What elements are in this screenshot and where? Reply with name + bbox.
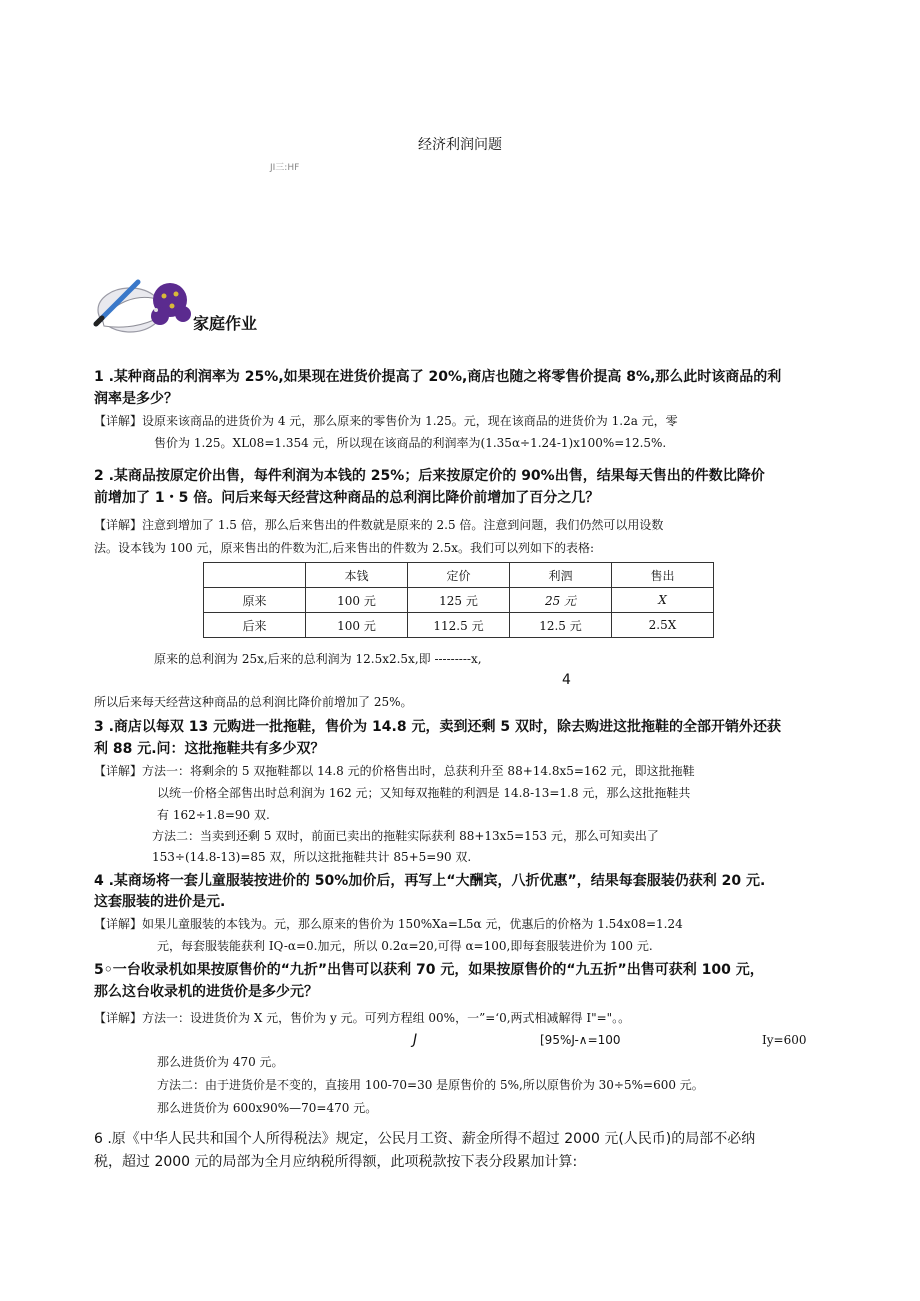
q2-answer-line4: 所以后来每天经营这种商品的总利润比降价前增加了 25%。 [94, 695, 413, 709]
q5-equation-solution: Iy=600 [762, 1033, 807, 1047]
q4-line2: 这套服装的进价是元. [94, 894, 226, 910]
q6-line1: 6 .原《中华人民共和国个人所得税法》规定，公民月工资、薪金所得不超过 2000 元(人民币)的局部不必纳 [94, 1131, 756, 1147]
table-cell: 25 元 [510, 588, 612, 613]
q5-equation-brace: J [413, 1032, 418, 1048]
table-header-cell: 利泗 [510, 563, 612, 588]
q2-line2: 前增加了 1・5 倍。问后来每天经营这种商品的总利润比降价前增加了百分之几？ [94, 490, 600, 506]
table-cell: 125 元 [408, 588, 510, 613]
q4-answer-line1: 【详解】如果儿童服装的本钱为。元，那么原来的售价为 150%Xa=L5α 元，优惠后的价格为 1.54x08=1.24 [94, 917, 683, 931]
q1-line1: 1 .某种商品的利润率为 25%,如果现在进货价提高了 20%,商店也随之将零售价提高 8%,那么此时该商品的利 [94, 369, 782, 385]
q4-line1: 4 .某商场将一套儿童服装按进价的 50%加价后，再写上“大酬宾，八折优惠”，结果每套服装仍获利 20 元. [94, 873, 766, 889]
q5-line2: 那么这台收录机的进货价是多少元？ [94, 984, 318, 1000]
q4-answer-line2: 元，每套服装能获利 IQ-α=0.加元，所以 0.2α=20,可得 α=100,即每套服装进价为 100 元. [157, 939, 653, 953]
q3-answer-line5: 153÷(14.8-13)=85 双，所以这批拖鞋共计 85+5=90 双. [152, 850, 472, 864]
subtitle: JI三:HF [270, 163, 300, 173]
table-header-cell: 定价 [408, 563, 510, 588]
table-header-cell: 本钱 [306, 563, 408, 588]
table-row [204, 613, 714, 638]
q1-answer-line1: 【详解】设原来该商品的进货价为 4 元，那么原来的零售价为 1.25。元，现在该商品的进货价为 1.2a 元，零 [94, 414, 678, 428]
q5-answer-line2: 那么进货价为 470 元。 [157, 1055, 284, 1069]
table-cell: 112.5 元 [408, 613, 510, 638]
table-header-row [204, 563, 714, 588]
q2-answer-line3: 原来的总利润为 25x,后来的总利润为 12.5x2.5x,即 ---------x, [154, 652, 482, 666]
table-cell: 原来 [204, 588, 306, 613]
q3-answer-line1: 【详解】方法一：将剩余的 5 双拖鞋都以 14.8 元的价格售出时，总获利升至 88+14.8x5=162 元，即这批拖鞋 [94, 764, 695, 778]
table-header-cell: 售出 [612, 563, 714, 588]
q2-line1: 2 .某商品按原定价出售，每件利润为本钱的 25%；后来按原定价的 90%出售，结果每天售出的件数比降价 [94, 468, 765, 484]
q5-answer-line1: 【详解】方法一：设进货价为 X 元，售价为 y 元。可列方程组 00%，一”=‘0,两式相减解得 I"="。。 [94, 1011, 631, 1025]
q3-answer-line3: 有 162÷1.8=90 双. [157, 808, 270, 822]
q1-answer-line2: 售价为 1.25。XL08=1.354 元，所以现在该商品的利润率为(1.35α÷1.24-1)x100%=12.5%. [154, 436, 667, 450]
q2-table [203, 562, 714, 638]
table-header-cell [204, 563, 306, 588]
q5-line1: 5◦一台收录机如果按原售价的“九折”出售可以获利 70 元，如果按原售价的“九五折”出售可获利 100 元， [94, 962, 764, 978]
table-row [204, 588, 714, 613]
q2-fraction-denominator: 4 [562, 672, 571, 688]
q1-line2: 润率是多少？ [94, 391, 178, 407]
table-cell: 12.5 元 [510, 613, 612, 638]
q3-line2: 利 88 元.问：这批拖鞋共有多少双？ [94, 741, 325, 757]
q5-answer-line4: 那么进货价为 600x90%—70=470 元。 [157, 1101, 378, 1115]
section-label: 家庭作业 [193, 314, 258, 333]
table-cell: 100 元 [306, 588, 408, 613]
table-cell: 2.5X [612, 613, 714, 638]
q2-answer-line2: 法。设本钱为 100 元，原来售出的件数为汇,后来售出的件数为 2.5x。我们可以列如下的表格: [94, 541, 595, 555]
q3-answer-line2: 以统一价格全部售出时总利润为 162 元；又知每双拖鞋的利泗是 14.8-13=1.8 元，那么这批拖鞋共 [157, 786, 691, 800]
table-cell: 100 元 [306, 613, 408, 638]
page-title: 经济利润问题 [418, 137, 502, 153]
q5-answer-line3: 方法二：由于进货价是不变的，直接用 100-70=30 是原售价的 5%,所以原售价为 30÷5%=600 元。 [157, 1078, 704, 1092]
q3-line1: 3 .商店以每双 13 元购进一批拖鞋，售价为 14.8 元，卖到还剩 5 双时，除去购进这批拖鞋的全部开销外还获 [94, 719, 781, 735]
q6-line2: 税，超过 2000 元的局部为全月应纳税所得额，此项税款按下表分段累加计算: [94, 1154, 578, 1170]
q5-equation-second: [95%J-∧=100 [540, 1033, 621, 1047]
table-cell: X [612, 588, 714, 613]
table-cell: 后来 [204, 613, 306, 638]
q3-answer-line4: 方法二：当卖到还剩 5 双时，前面已卖出的拖鞋实际获利 88+13x5=153 元，那么可知卖出了 [152, 829, 659, 843]
q2-answer-line1: 【详解】注意到增加了 1.5 倍，那么后来售出的件数就是原来的 2.5 倍。注意到问题，我们仍然可以用设数 [94, 518, 664, 532]
